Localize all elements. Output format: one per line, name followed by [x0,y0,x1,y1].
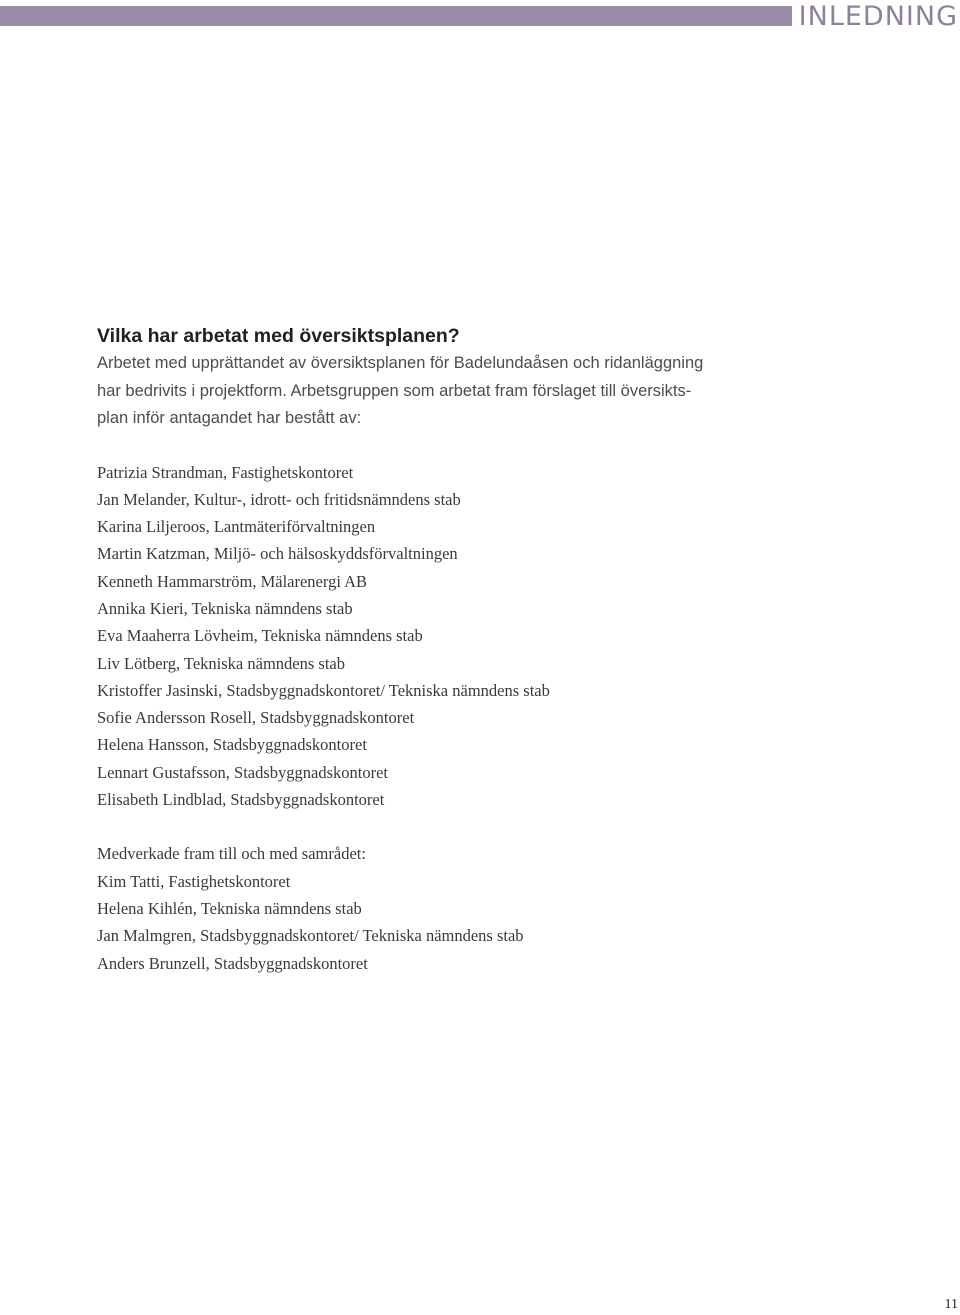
list-item: Jan Melander, Kultur-, idrott- och fritidsnämndens stab [97,489,461,509]
list-item: Elisabeth Lindblad, Stadsbyggnadskontoret [97,790,385,810]
list-item: Annika Kieri, Tekniska nämndens stab [97,598,353,618]
consultation-list [97,840,797,976]
section-label: INLEDNING [798,1,958,32]
intro-line: har bedrivits i projektform. Arbetsgruppen som arbetat fram förslaget till översikts- [97,381,692,400]
page-number: 11 [944,1297,958,1312]
intro-paragraph [97,350,797,433]
working-group-list [97,459,797,814]
list-item: Patrizia Strandman, Fastighetskontoret [97,462,354,482]
list-item: Kim Tatti, Fastighetskontoret [97,871,291,891]
header-label-box [792,0,960,34]
list-item: Karina Liljeroos, Lantmäteriförvaltningen [97,517,376,537]
list-heading: Medverkade fram till och med samrådet: [97,844,366,864]
section-heading: Vilka har arbetat med översiktsplanen? [97,325,460,347]
list-item: Lennart Gustafsson, Stadsbyggnadskontoret [97,762,388,782]
intro-line: plan inför antagandet har bestått av: [97,409,362,427]
list-item: Anders Brunzell, Stadsbyggnadskontoret [97,953,368,973]
list-item: Jan Malmgren, Stadsbyggnadskontoret/ Tekniska nämndens stab [97,926,524,946]
list-item: Martin Katzman, Miljö- och hälsoskyddsförvaltningen [97,544,458,564]
intro-line: Arbetet med upprättandet av översiktsplanen för Badelundaåsen och ridanläggning [97,354,704,372]
list-item: Liv Lötberg, Tekniska nämndens stab [97,653,345,673]
list-item: Helena Hansson, Stadsbyggnadskontoret [97,735,367,755]
content [97,322,797,977]
list-item: Helena Kihlén, Tekniska nämndens stab [97,898,362,918]
list-item: Sofie Andersson Rosell, Stadsbyggnadskontoret [97,708,415,728]
list-item: Kenneth Hammarström, Mälarenergi AB [97,571,368,591]
list-item: Kristoffer Jasinski, Stadsbyggnadskontoret/ Tekniska nämndens stab [97,680,550,700]
list-item: Eva Maaherra Lövheim, Tekniska nämndens stab [97,626,423,646]
